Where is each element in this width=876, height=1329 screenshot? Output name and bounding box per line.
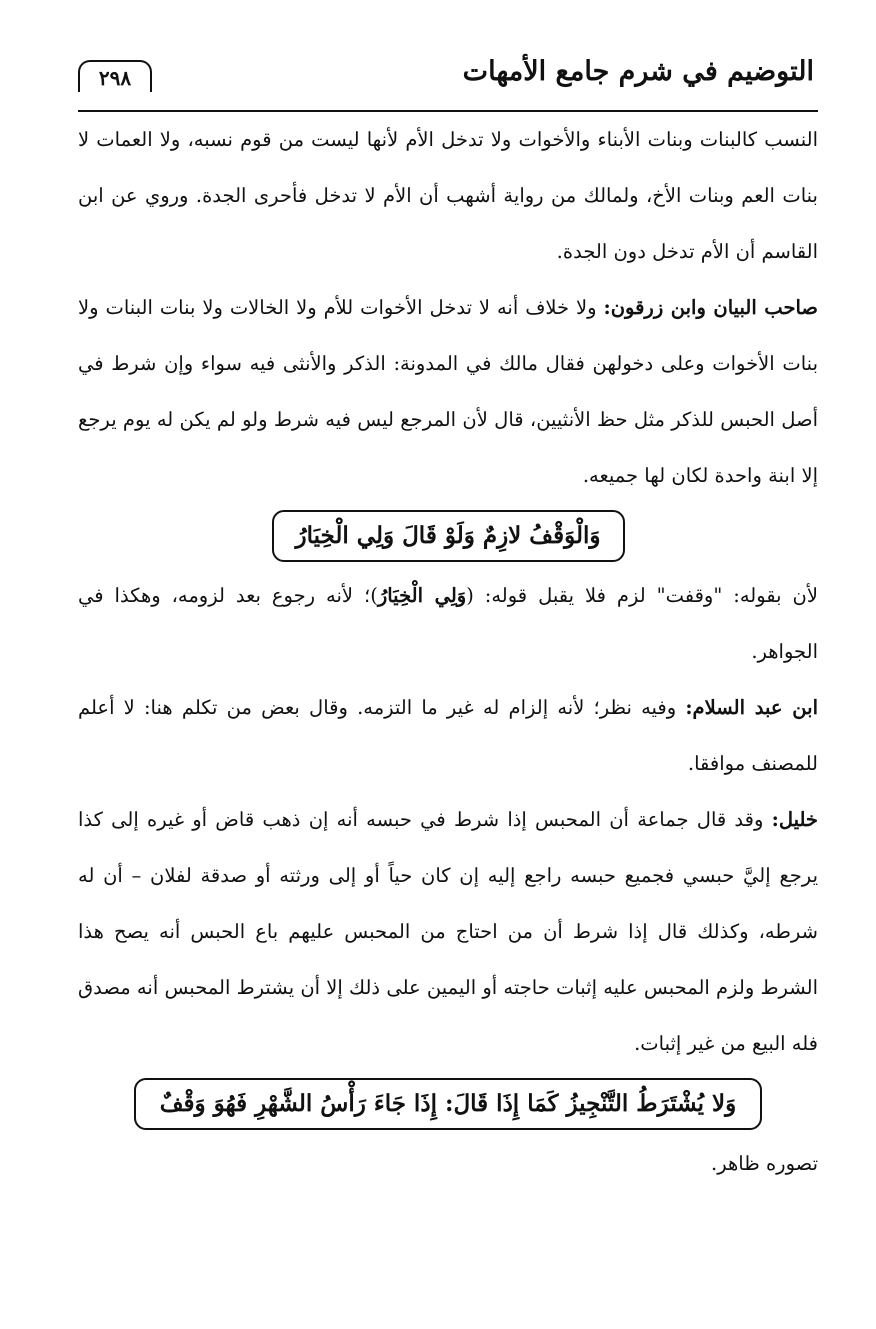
paragraph-3	[78, 568, 818, 680]
paragraph-text: لأن بقوله: "وقفت" لزم فلا يقبل قوله: (	[466, 584, 819, 607]
quoted-phrase: وَلِي الْخِيَارُ	[377, 584, 467, 607]
matn-verse: وَالْوَقْفُ لازِمٌ وَلَوْ قَالَ وَلِي الْخِيَارُ	[272, 510, 625, 562]
paragraph-6: تصوره ظاهر.	[711, 1152, 818, 1175]
page-number: ٢٩٨	[78, 60, 152, 92]
paragraph-text: وقد قال جماعة أن المحبس إذا شرط في حبسه أنه إن ذهب قاض أو غيره إلى كذا يرجع إليَّ حبسي فجميع حبسه راجع إليه إن كان حياً أو إلى ورثته أو صدقة لفلان – أن له شرطه، وكذلك قال إذا شرط أن من احتاج من المحبس عليهم باع الحبس أنه يصح هذا الشرط ولزم المحبس عليه إثبات حاجته أو اليمين على ذلك إلا أن يشترط المحبس أنه مصدق فله البيع من غير إثبات.	[78, 808, 818, 1055]
paragraph-text: )؛ لأنه رجوع بعد لزومه، وهكذا في الجواهر.	[78, 584, 818, 663]
paragraph-text: وفيه نظر؛ لأنه إلزام له غير ما التزمه. وقال بعض من تكلم هنا: لا أعلم للمصنف موافقا.	[78, 696, 818, 775]
speaker-name: ابن عبد السلام:	[685, 696, 818, 719]
verse-block-2	[78, 1078, 818, 1130]
page-header	[78, 50, 818, 112]
paragraph-5	[78, 792, 818, 1072]
paragraph-text: ولا خلاف أنه لا تدخل الأخوات للأم ولا الخالات ولا بنات البنات ولا بنات الأخوات وعلى دخولهن فقال مالك في المدونة: الذكر والأنثى فيه سواء وإن شرط في أصل الحبس للذكر مثل حظ الأنثيين، قال لأن المرجع ليس فيه شرط ولو لم يكن له يوم يرجع إلا ابنة واحدة لكان لها جميعه.	[78, 296, 818, 487]
speaker-name: خليل:	[771, 808, 818, 831]
paragraph-2	[78, 280, 818, 504]
matn-verse: وَلا يُشْتَرَطُ التَّنْجِيزُ كَمَا إِذَا قَالَ: إِذَا جَاءَ رَأْسُ الشَّهْرِ فَهُوَ وَقْفٌ	[134, 1078, 763, 1130]
speaker-name: صاحب البيان وابن زرقون:	[603, 296, 818, 319]
paragraph-1: النسب كالبنات وبنات الأبناء والأخوات ولا تدخل الأم لأنها ليست من قوم نسبه، ولا العمات لا بنات العم وبنات الأخ، ولمالك من رواية أشهب أن الأم لا تدخل فأحرى الجدة. وروي عن ابن القاسم أن الأم تدخل دون الجدة.	[78, 128, 818, 263]
page	[78, 50, 818, 1192]
paragraph-4	[78, 680, 818, 792]
verse-block-1	[78, 510, 818, 562]
book-title: التوضيم في شرم جامع الأمهات	[462, 56, 814, 87]
